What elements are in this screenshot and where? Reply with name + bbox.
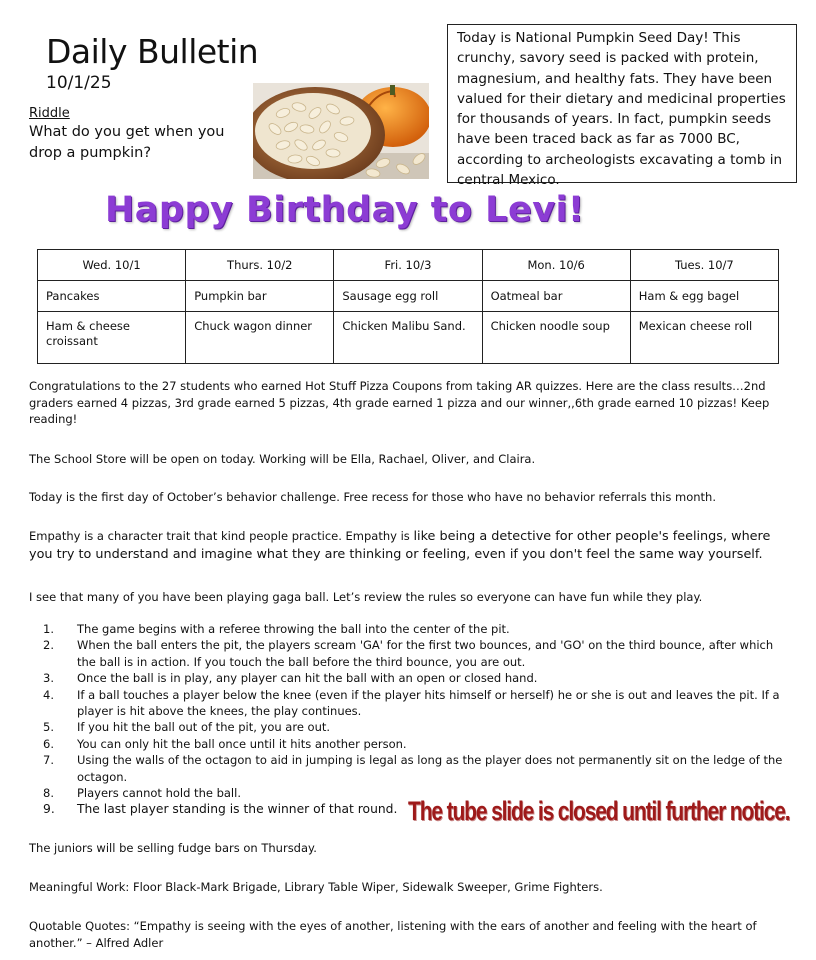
menu-cell: Sausage egg roll (334, 281, 482, 312)
riddle-question: What do you get when you drop a pumpkin? (29, 124, 225, 161)
fudge-announcement: The juniors will be selling fudge bars on Thursday. (29, 841, 317, 855)
rule-item (29, 621, 789, 637)
menu-cell: Ham & egg bagel (630, 281, 778, 312)
menu-cell: Oatmeal bar (482, 281, 630, 312)
pumpkin-seeds-photo (253, 83, 429, 179)
rule-text: The game begins with a referee throwing the ball into the center of the pit. (77, 622, 510, 636)
rule-text: You can only hit the ball once until it hits another person. (77, 736, 407, 751)
rule-number: 7. (43, 753, 54, 768)
menu-cell: Pumpkin bar (186, 281, 334, 312)
bulletin-date: 10/1/25 (46, 73, 112, 93)
rule-text: When the ball enters the pit, the players scream 'GA' for the first two bounces, and 'GO' on the third bounce, after which the ball is in action. If you touch the ball before the third bounce, you are out. (77, 638, 774, 669)
menu-day: Fri. 10/3 (334, 250, 482, 281)
fact-box (447, 24, 797, 189)
rule-text: Once the ball is in play, any player can hit the ball with an open or closed hand. (77, 671, 538, 686)
menu-day: Tues. 10/7 (630, 250, 778, 281)
menu-cell: Ham & cheese croissant (38, 312, 186, 364)
gaga-intro: I see that many of you have been playing gaga ball. Let’s review the rules so everyone can have fun while they play. (29, 590, 703, 604)
rule-number: 1. (43, 622, 54, 636)
quotable-quote: Quotable Quotes: “Empathy is seeing with the eyes of another, listening with the ears of another and feeling with the heart of another.” – Alfred Adler (29, 919, 757, 950)
rule-number: 9. (43, 802, 55, 817)
rule-number: 2. (43, 638, 54, 653)
birthday-banner: Happy Birthday to Levi! (105, 190, 585, 230)
tube-slide-notice: The tube slide is closed until further notice. (408, 796, 790, 826)
menu-day: Mon. 10/6 (482, 250, 630, 281)
fact-text: Today is National Pumpkin Seed Day! This crunchy, savory seed is packed with protein, magnesium, and healthy fats. They have been valued for their dietary and medicinal properties for thousands of years. In fact, pumpkin seeds have been traced back as far as 7000 BC, according to archeologists excavating a tomb in central Mexico. (457, 30, 786, 189)
rule-item (29, 752, 789, 785)
rule-number: 3. (43, 671, 54, 686)
rule-item (29, 670, 789, 686)
rule-text: Using the walls of the octagon to aid in jumping is legal as long as the player does not permanently sit on the ledge of the octagon. (77, 753, 783, 784)
menu-lunch-row (38, 312, 779, 364)
menu-cell: Pancakes (38, 281, 186, 312)
meaningful-work: Meaningful Work: Floor Black-Mark Brigade, Library Table Wiper, Sidewalk Sweeper, Grime Fighters. (29, 880, 603, 894)
menu-cell: Chuck wagon dinner (186, 312, 334, 364)
rule-item (29, 637, 789, 670)
rule-number: 6. (43, 736, 54, 751)
empathy-paragraph (29, 528, 789, 563)
menu-cell: Mexican cheese roll (630, 312, 778, 364)
empathy-definition: like being a detective for other people's feelings, where you try to understand and imagine what they are thinking or feeling, even if you don't feel the same way yourself. (29, 529, 771, 562)
rule-text: If a ball touches a player below the knee (even if the player hits himself or herself) he or she is out and leaves the pit. If a player is hit above the knees, the play continues. (77, 687, 780, 719)
menu-cell: Chicken noodle soup (482, 312, 630, 364)
rule-number: 5. (43, 720, 54, 735)
empathy-lead: Empathy is a character trait that kind people practice. Empathy is (29, 529, 414, 543)
rule-item (29, 736, 789, 752)
rule-item (29, 719, 789, 735)
rule-text: The last player standing is the winner of that round. (77, 802, 398, 817)
lunch-menu-table (37, 249, 779, 364)
gaga-rules-list (29, 621, 789, 818)
menu-day: Wed. 10/1 (38, 250, 186, 281)
bulletin-title: Daily Bulletin (46, 32, 259, 71)
school-store-announcement: The School Store will be open on today. Working will be Ella, Rachael, Oliver, and Claira. (29, 452, 536, 466)
menu-header-row (38, 250, 779, 281)
behavior-announcement: Today is the first day of October’s behavior challenge. Free recess for those who have no behavior referrals this month. (29, 490, 716, 504)
rule-number: 4. (43, 687, 54, 702)
rule-text: If you hit the ball out of the pit, you are out. (77, 720, 331, 735)
ar-quiz-announcement: Congratulations to the 27 students who earned Hot Stuff Pizza Coupons from taking AR quizzes. Here are the class results…2nd graders earned 4 pizzas, 3rd grade earned 5 pizzas, 4th grade earned 1 pizza and our winner,,6th grade earned 10 pizzas! Keep reading! (29, 379, 770, 426)
menu-breakfast-row (38, 281, 779, 312)
menu-cell: Chicken Malibu Sand. (334, 312, 482, 364)
rule-item (29, 687, 789, 720)
rule-text: Players cannot hold the ball. (77, 786, 241, 801)
riddle-label: Riddle (29, 106, 70, 121)
rule-number: 8. (43, 786, 54, 801)
menu-day: Thurs. 10/2 (186, 250, 334, 281)
